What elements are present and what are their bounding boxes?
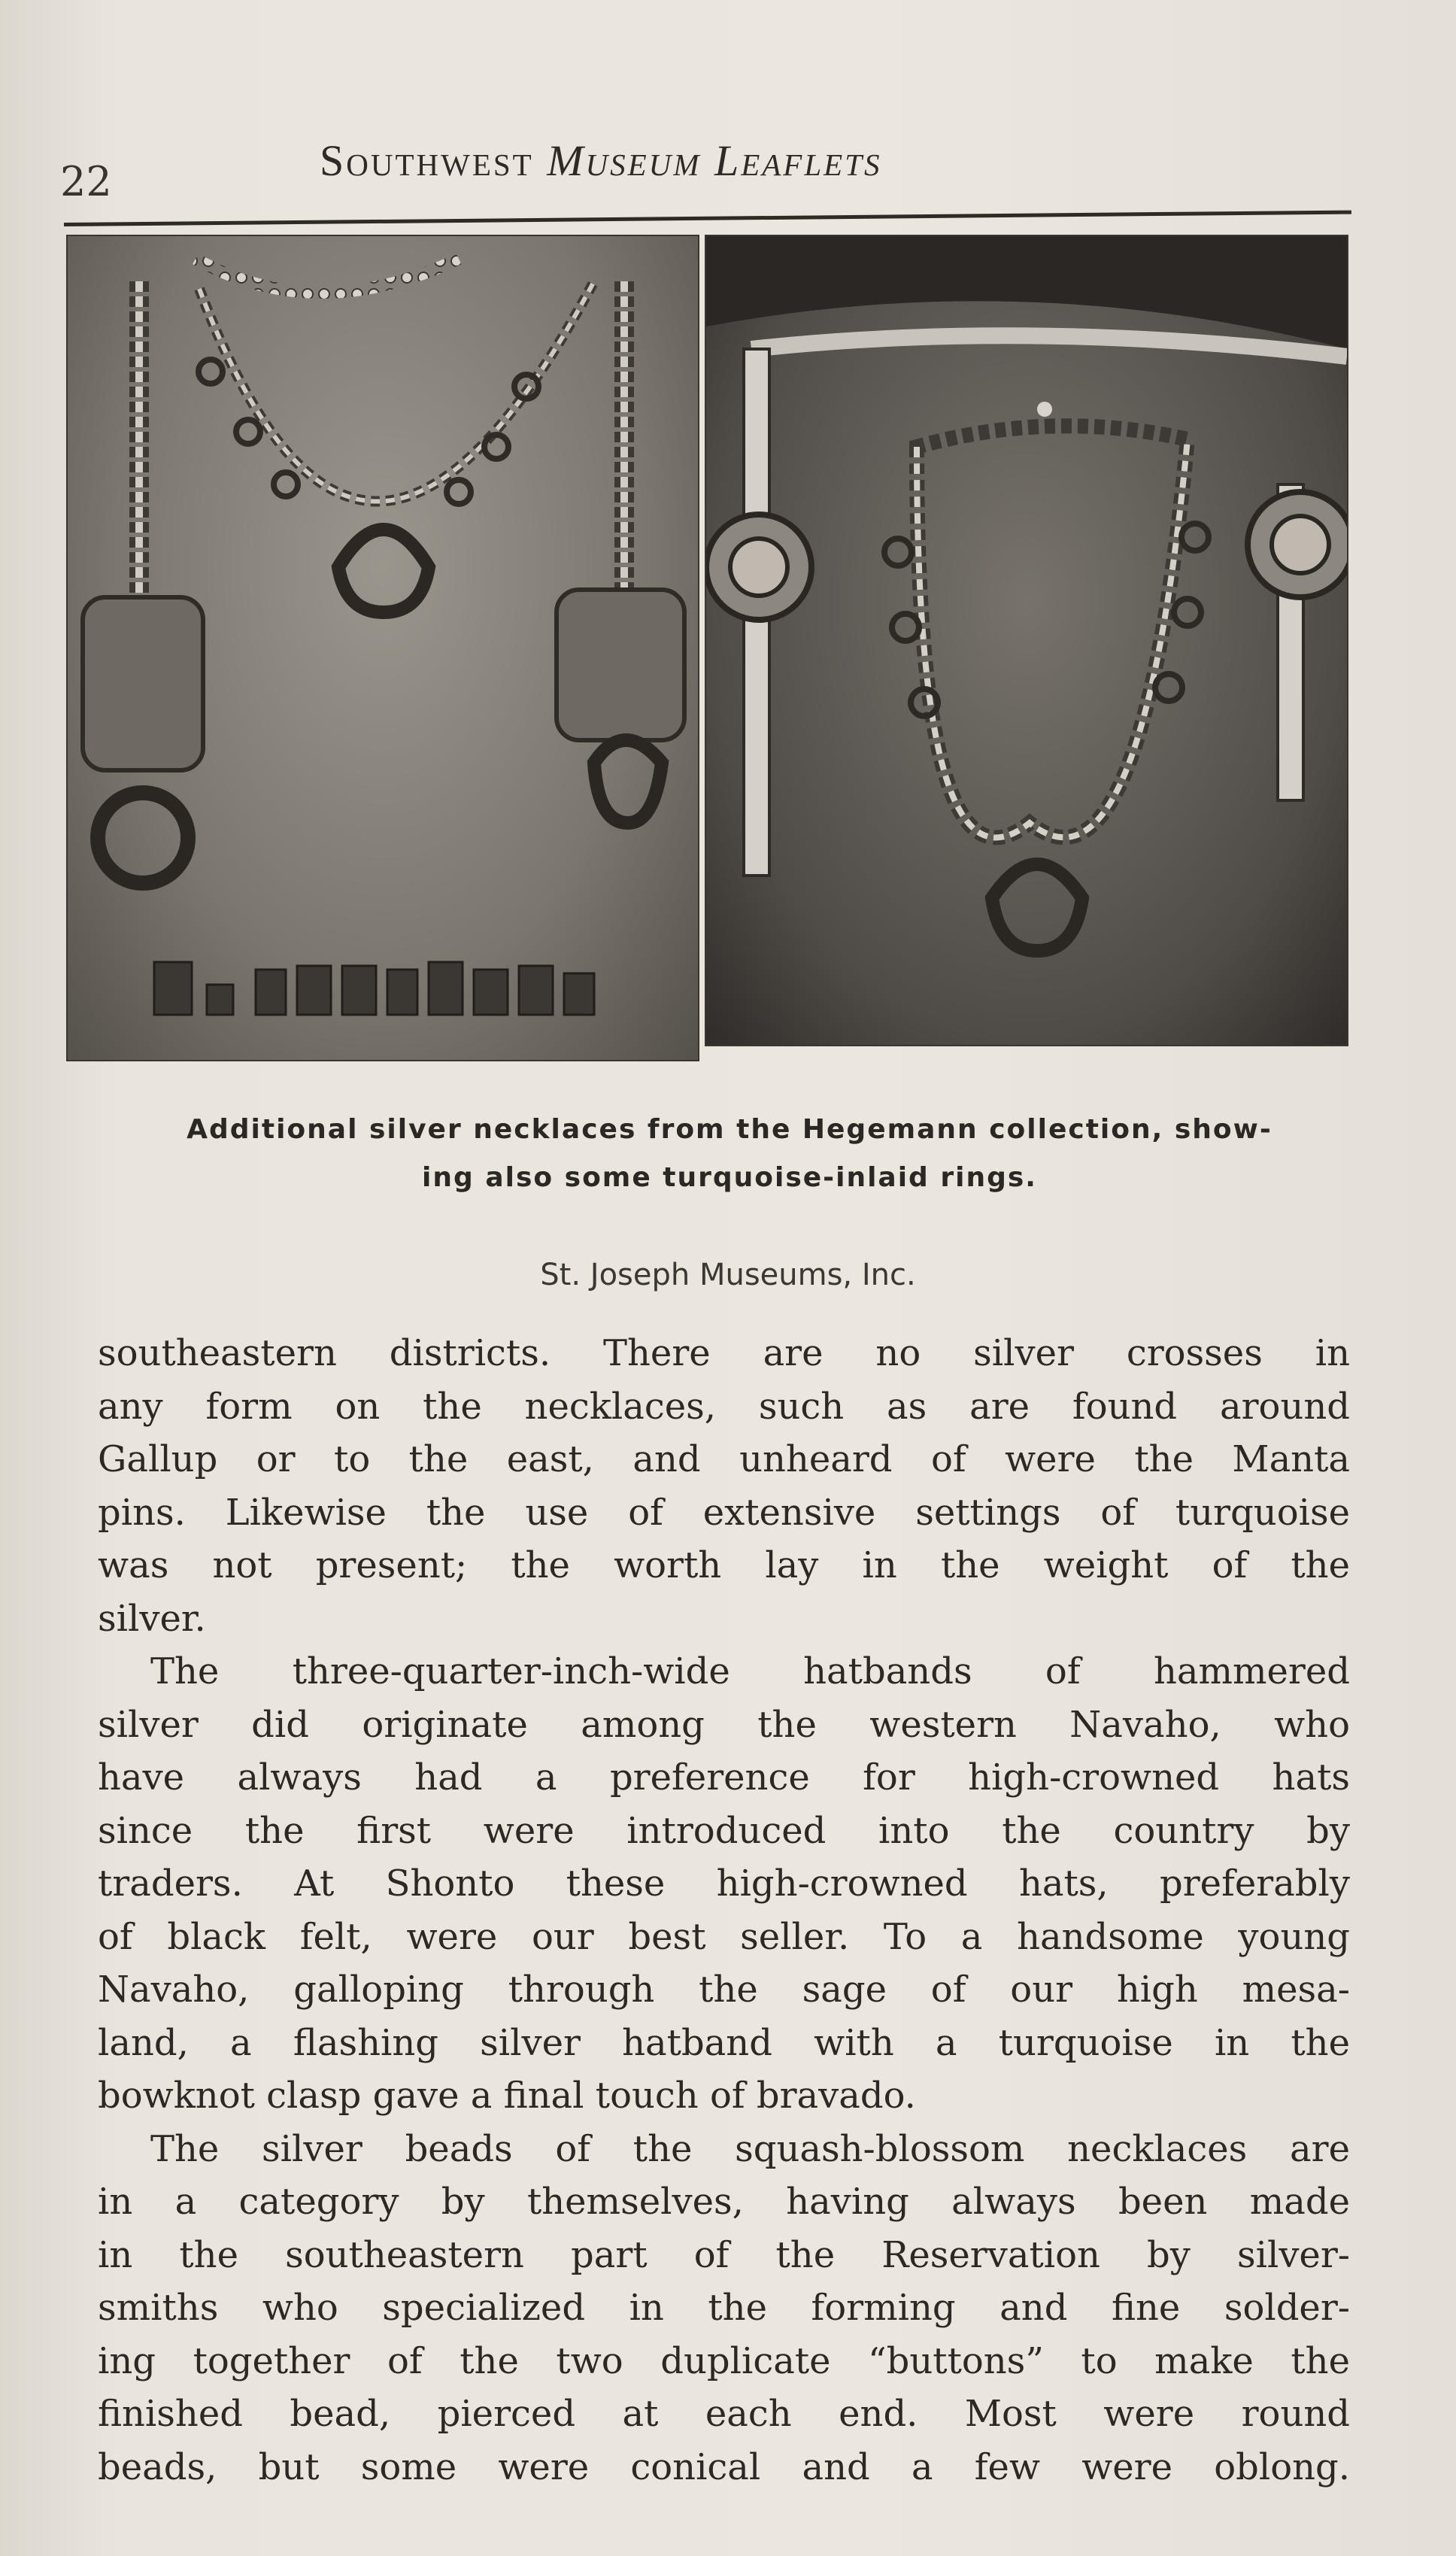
- running-title: [320, 135, 882, 186]
- caption-line-1: Additional silver necklaces from the Hegemann collection, show-: [187, 1114, 1272, 1145]
- running-title-part-3: Leaflets: [701, 136, 882, 185]
- text-line: silver.: [98, 1597, 206, 1640]
- text-line: since the first were introduced into the country by: [98, 1809, 1350, 1852]
- running-title-part-2: Museum: [547, 136, 702, 185]
- header-rule: [64, 211, 1351, 226]
- text-line: silver did originate among the western Navaho, who: [98, 1703, 1350, 1746]
- text-line: The silver beads of the squash-blossom necklaces are: [150, 2127, 1350, 2170]
- text-line: land, a flashing silver hatband with a turquoise in the: [98, 2021, 1350, 2064]
- text-line: ing together of the two duplicate “buttons” to make the: [98, 2339, 1350, 2382]
- image-credit: St. Joseph Museums, Inc.: [540, 1258, 916, 1292]
- text-line: Navaho, galloping through the sage of our high mesa-: [98, 1969, 1350, 2011]
- text-line: finished bead, pierced at each end. Most were round: [98, 2393, 1350, 2435]
- necklace-illustration-right: [706, 236, 1347, 1045]
- paragraph-3: [98, 2123, 1350, 2494]
- caption-line-2: ing also some turquoise-inlaid rings.: [422, 1162, 1037, 1193]
- photo-right-necklace: [705, 235, 1348, 1046]
- text-line: pins. Likewise the use of extensive settings of turquoise: [98, 1491, 1350, 1534]
- text-line: in the southeastern part of the Reservation by silver-: [98, 2233, 1350, 2276]
- photo-left-necklaces: [66, 235, 699, 1061]
- text-line: have always had a preference for high-crowned hats: [98, 1756, 1350, 1799]
- text-line: beads, but some were conical and a few were oblong.: [98, 2445, 1350, 2488]
- page-number: 22: [60, 158, 112, 205]
- text-line: of black felt, were our best seller. To a handsome young: [98, 1915, 1350, 1958]
- paragraph-2: [98, 1645, 1350, 2123]
- running-title-part-1: Southwest: [320, 136, 548, 185]
- body-text: [98, 1327, 1350, 2494]
- text-line: any form on the necklaces, such as are found around: [98, 1385, 1350, 1428]
- text-line: was not present; the worth lay in the weight of the: [98, 1544, 1350, 1586]
- paragraph-1: [98, 1327, 1350, 1645]
- text-line: The three-quarter-inch-wide hatbands of hammered: [150, 1650, 1350, 1692]
- text-line: Gallup or to the east, and unheard of were the Manta: [98, 1438, 1350, 1480]
- necklaces-illustration-left: [68, 236, 698, 1060]
- text-line: traders. At Shonto these high-crowned hats, preferably: [98, 1862, 1350, 1905]
- text-line: bowknot clasp gave a final touch of bravado.: [98, 2075, 916, 2117]
- running-header: [60, 105, 1350, 205]
- text-line: in a category by themselves, having always been made: [98, 2181, 1350, 2223]
- figure-caption: [113, 1106, 1346, 1202]
- text-line: southeastern districts. There are no silver crosses in: [98, 1332, 1350, 1374]
- text-line: smiths who specialized in the forming and fine solder-: [98, 2287, 1350, 2329]
